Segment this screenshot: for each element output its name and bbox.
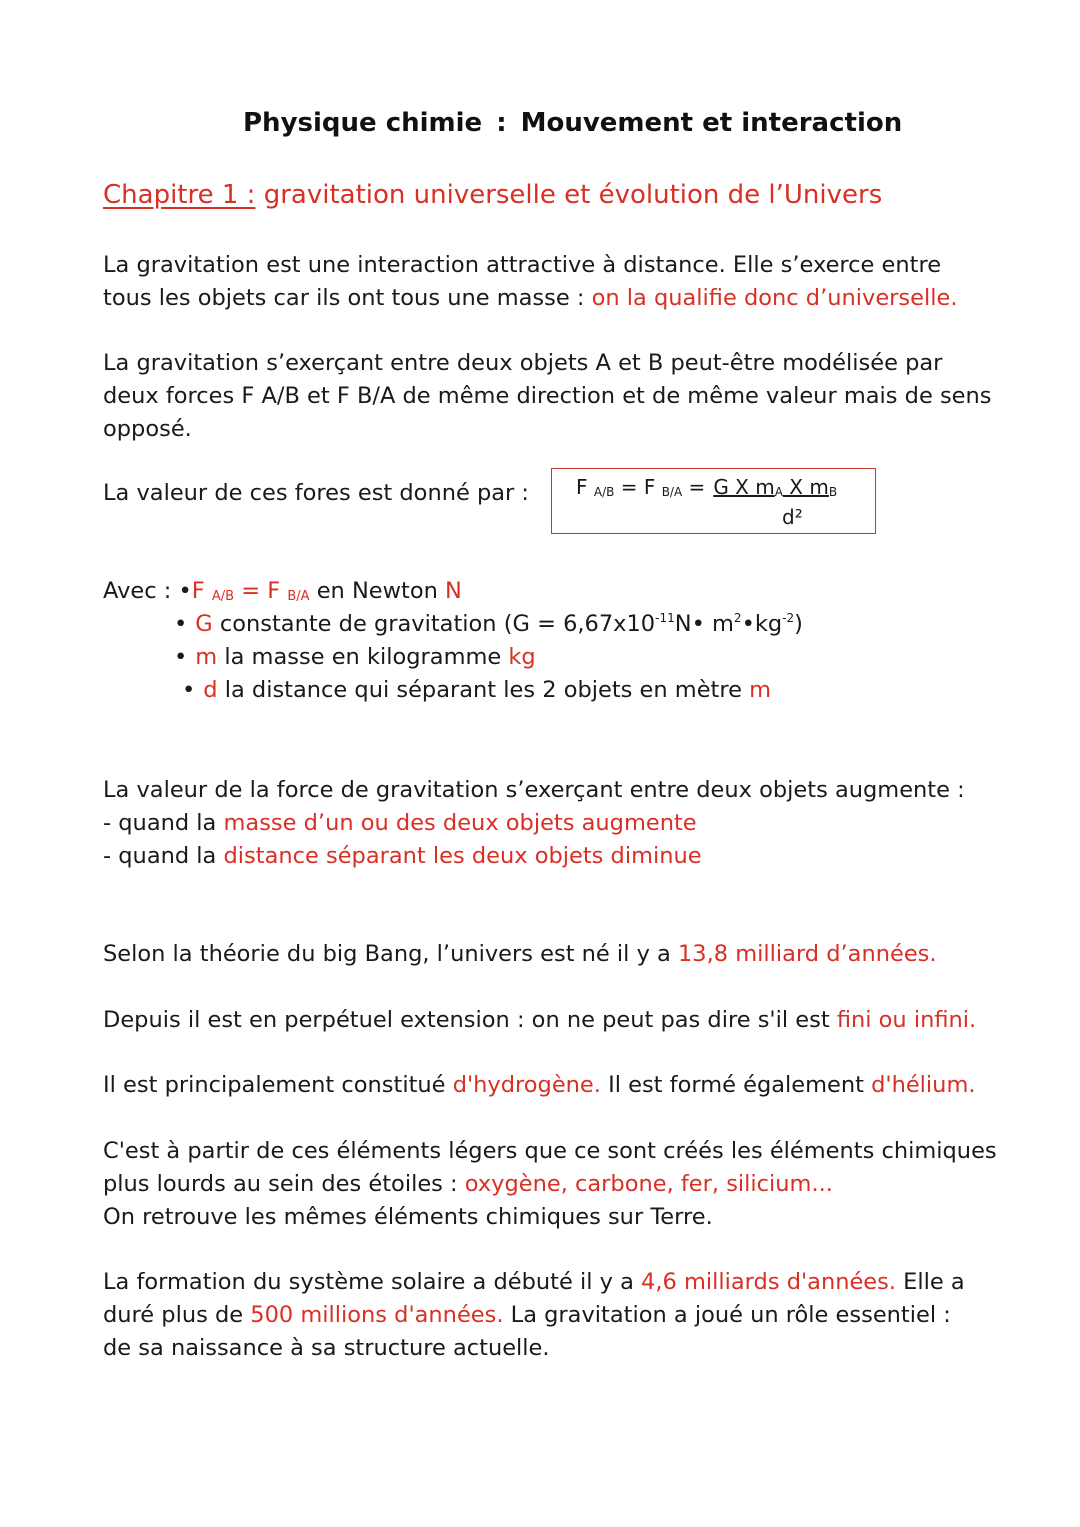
chapter-label: Chapitre 1 : — [103, 180, 256, 210]
p7-line1: C'est à partir de ces éléments légers que ce sont créés les éléments chimiques — [103, 1138, 997, 1164]
p1-line2b: on la qualifie donc d’universelle. — [591, 285, 958, 311]
paragraph-force-value: La valeur de la force de gravitation s’exerçant entre deux objets augmente : - quand la masse d’un ou des deux objets augmente - quand la distance séparant les deux objets diminue — [103, 774, 965, 873]
paragraph-big-bang: Selon la théorie du big Bang, l’univers est né il y a 13,8 milliard d’années. — [103, 941, 937, 967]
formula-denominator: d² — [782, 505, 803, 529]
p2-line3: opposé. — [103, 416, 192, 442]
p1-line1: La gravitation est une interaction attractive à distance. Elle s’exerce entre — [103, 252, 942, 278]
p1-line2a: tous les objets car ils ont tous une masse : — [103, 285, 592, 311]
p7-line3: On retrouve les mêmes éléments chimiques sur Terre. — [103, 1204, 713, 1230]
p2-line2: deux forces F A/B et F B/A de même direction et de même valeur mais de sens — [103, 383, 992, 409]
legend-avec: Avec : •F $_{A/B}$ = F $_{B/A}$ en Newton N — [103, 578, 462, 604]
paragraph-composition: Il est principalement constitué d'hydrogène. Il est formé également d'hélium. — [103, 1072, 976, 1098]
title-right: Mouvement et interaction — [520, 108, 903, 138]
unit-newton: N — [445, 578, 462, 604]
legend-d: • d la distance qui séparant les 2 objets en mètre m — [182, 677, 772, 703]
paragraph-forces — [103, 347, 992, 446]
formula-label: La valeur de ces fores est donné par : — [103, 480, 530, 506]
p3-mass: masse d’un ou des deux objets augmente — [223, 810, 697, 836]
p3-distance: distance séparant les deux objets diminue — [223, 843, 702, 869]
chapter-heading — [103, 180, 882, 210]
p8-line3: de sa naissance à sa structure actuelle. — [103, 1335, 550, 1361]
paragraph-gravitation — [103, 249, 957, 315]
p2-line1: La gravitation s’exerçant entre deux objets A et B peut-être modélisée par — [103, 350, 943, 376]
p3-line1: La valeur de la force de gravitation s’exerçant entre deux objets augmente : — [103, 777, 965, 803]
formula-numerator: G X $m_A$ X $m_B$ — [713, 475, 838, 499]
p7-elements: oxygène, carbone, fer, silicium... — [464, 1171, 833, 1197]
chapter-text: gravitation universelle et évolution de l’Univers — [255, 180, 883, 210]
title-left: Physique chimie — [243, 108, 483, 138]
avec-label: Avec : — [103, 578, 179, 604]
formula-numerator-line: F $_{A/B}$ = F $_{B/A}$ = G X $m_A$ X $m_B$ — [576, 475, 838, 499]
title-colon: : — [496, 108, 507, 138]
paragraph-extension: Depuis il est en perpétuel extension : on ne peut pas dire s'il est fini ou infini. — [103, 1007, 977, 1033]
legend-g: • G constante de gravitation ($G = 6,67x10^{-11}N•$ $m^2•kg^{-2}$) — [174, 611, 803, 637]
legend-m: • m la masse en kilogramme kg — [174, 644, 536, 670]
paragraph-solar-system: La formation du système solaire a débuté il y a 4,6 milliards d'années. Elle a duré plus de 500 millions d'années. La gravitation a joué un rôle essentiel : de sa naissance à sa structure actuelle. — [103, 1266, 965, 1365]
page-title — [243, 108, 902, 138]
formula-box — [551, 468, 876, 534]
paragraph-elements: C'est à partir de ces éléments légers que ce sont créés les éléments chimiques plus lourds au sein des étoiles : oxygène, carbone, fer, silicium... On retrouve les mêmes éléments chimiques sur Terre. — [103, 1135, 997, 1234]
